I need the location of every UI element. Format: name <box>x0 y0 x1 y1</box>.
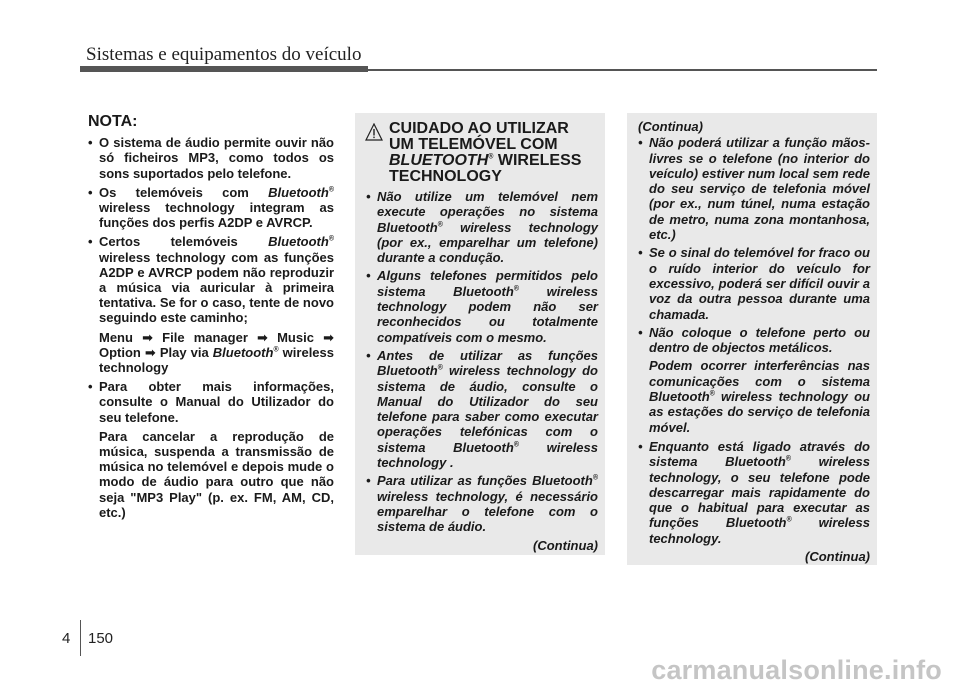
note-column <box>88 114 334 524</box>
page-header-title: Sistemas e equipamentos do veículo <box>86 44 362 65</box>
caution-body <box>355 185 605 553</box>
continuation-item: • Não poderá utilizar a função mãos-livres se o telefone (no interior do veículo) estiver num local sem rede do seu serviço de telefonia móvel (por ex., num túnel, numa estação de metro, numa zona montanhosa, etc.) <box>638 135 870 242</box>
continuation-list <box>638 135 870 546</box>
chapter-number: 4 <box>62 630 71 647</box>
continued-label: (Continua) <box>805 549 870 565</box>
note-item: • O sistema de áudio permite ouvir não só ficheiros MP3, como todos os sons suportados pelo telefone. <box>88 135 334 181</box>
caution-box <box>355 113 605 555</box>
caution-title: CUIDADO AO UTILIZAR UM TELEMÓVEL COM BLUETOOTH® WIRELESS TECHNOLOGY <box>389 120 582 185</box>
note-title: NOTA: <box>88 113 138 130</box>
continuation-item: • Não coloque o telefone perto ou dentro de objectos metálicos. <box>638 325 870 356</box>
caution-list <box>366 189 598 535</box>
continuation-item: • Se o sinal do telemóvel for fraco ou o ruído interior do veículo for excessivo, poderá ser difícil ouvir a voz da outra pessoa durante uma chamada. <box>638 245 870 321</box>
caution-item: • Para utilizar as funções Bluetooth® wireless technology, é necessário emparelhar o telefone com o sistema de áudio. <box>366 473 598 534</box>
continuation-extra: Podem ocorrer interferências nas comunicações com o sistema Bluetooth® wireless technology ou as estações do serviço de telefonia móvel. <box>649 358 870 435</box>
continued-label: (Continua) <box>533 537 598 553</box>
caution-header <box>355 113 605 185</box>
caution-item: • Antes de utilizar as funções Bluetooth® wireless technology do sistema de áudio, consulte o Manual do Utilizador do seu telefone para saber como executar operações telefónicas com o sistema Bluetooth® wireless technology . <box>366 348 598 470</box>
warning-triangle-icon <box>365 123 383 141</box>
caution-item: • Não utilize um telemóvel nem execute operações no sistema Bluetooth® wireless technology (por ex., emparelhar um telefone) durante a condução. <box>366 189 598 265</box>
note-item: • Para obter mais informações, consulte o Manual do Utilizador do seu telefone. <box>88 379 334 425</box>
continuation-box <box>627 113 877 565</box>
note-item: • Certos telemóveis Bluetooth® wireless technology com as funções A2DP e AVRCP podem não reproduzir a música via auricular à primeira tentativa. Se for o caso, tente de novo seguindo este caminho; <box>88 234 334 325</box>
page-number: 150 <box>88 630 114 647</box>
note-extra: Para cancelar a reprodução de música, suspenda a transmissão de música no telemóvel e depois mude o modo de áudio para outro que não seja "MP3 Play" (p. ex. FM, AM, CD, etc.) <box>99 428 334 520</box>
header-rule <box>80 69 877 71</box>
caution-item: • Alguns telefones permitidos pelo sistema Bluetooth® wireless technology podem não ser reconhecidos ou totalmente compatíveis com o mesmo. <box>366 268 598 344</box>
note-item: • Os telemóveis com Bluetooth® wireless technology integram as funções dos perfis A2DP e AVRCP. <box>88 185 334 231</box>
continued-lead-label: (Continua) <box>638 119 703 134</box>
continuation-item: • Enquanto está ligado através do sistema Bluetooth® wireless technology, o seu telefone pode descarregar mais rapidamente do que o habitual para executar as funções Bluetooth® wireless technology. <box>638 439 870 546</box>
watermark: carmanualsonline.info <box>651 655 942 685</box>
note-list <box>88 135 334 520</box>
footer-divider <box>80 620 81 656</box>
note-menu-path: Menu ➡ File manager ➡ Music ➡ Option ➡ Play via Bluetooth® wireless technology <box>99 329 334 376</box>
continuation-body <box>627 113 877 564</box>
